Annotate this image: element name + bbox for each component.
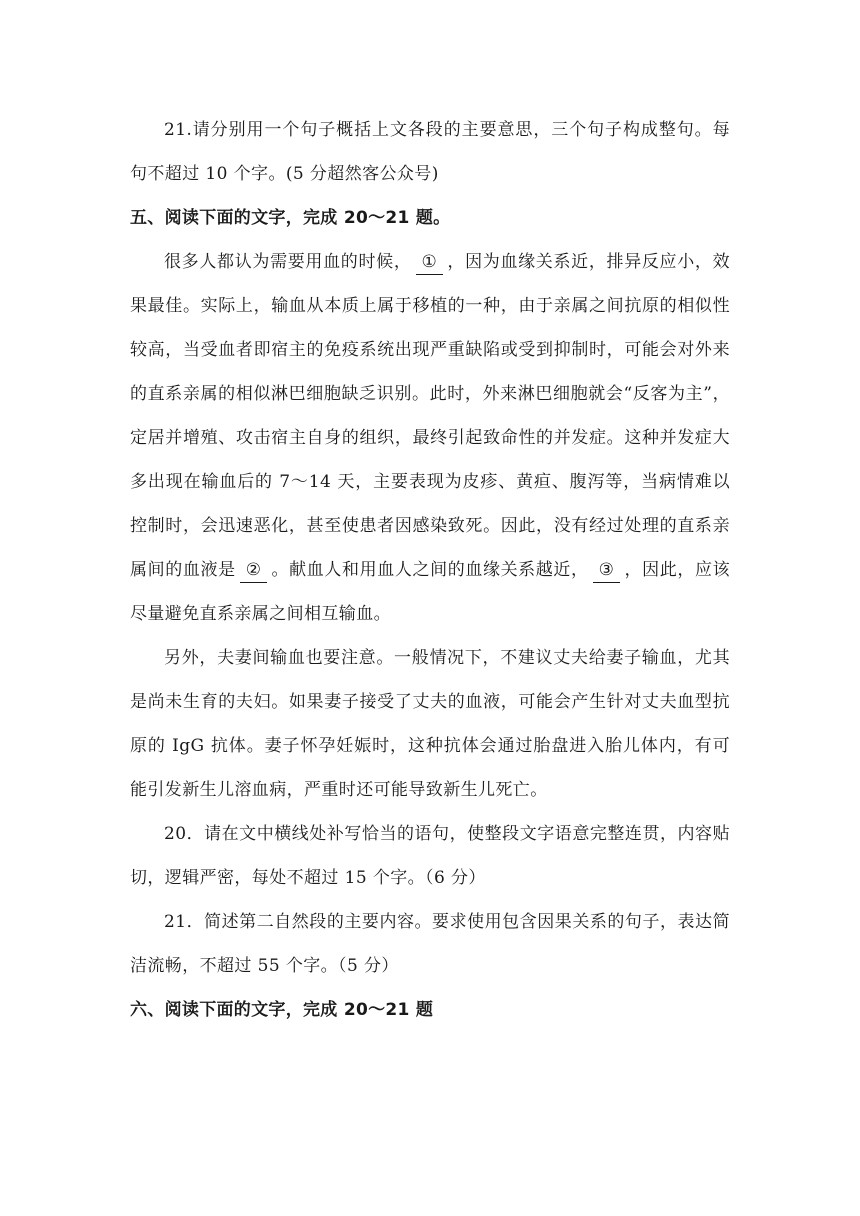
paragraph-1-part-1: 很多人都认为需要用血的时候， — [164, 252, 412, 272]
paragraph-1-part-3: 。献血人和用血人之间的血缘关系越近， — [271, 560, 589, 580]
question-20: 20．请在文中横线处补写恰当的语句，使整段文字语意完整连贯，内容贴切，逻辑严密，每处不超过 15 个字。（6 分） — [130, 824, 730, 888]
blank-1: ① — [416, 250, 444, 275]
section-5-paragraph-2: 另外，夫妻间输血也要注意。一般情况下，不建议丈夫给妻子输血，尤其是尚未生育的夫妇。如果妻子接受了丈夫的血液，可能会产生针对丈夫血型抗原的 IgG 抗体。妻子怀孕妊娠时，这种抗体会通过胎盘进入胎儿体内，有可能引发新生儿溶血病，严重时还可能导致新生儿死亡。 — [130, 648, 730, 800]
section-6-heading: 六、阅读下面的文字，完成 20～21 题 — [130, 1000, 434, 1020]
question-21: 21．简述第二自然段的主要内容。要求使用包含因果关系的句子，表达简洁流畅，不超过 55 个字。（5 分） — [130, 912, 730, 976]
section-5-heading: 五、阅读下面的文字，完成 20～21 题。 — [130, 208, 451, 228]
blank-3: ③ — [593, 558, 621, 583]
section-5-paragraph-1 — [130, 240, 730, 636]
question-21-top: 21.请分别用一个句子概括上文各段的主要意思，三个句子构成整句。每句不超过 10 个字。(5 分超然客公众号) — [130, 120, 730, 184]
paragraph-1-part-4: ，因此，应该尽量避免直系亲属之间相互输血。 — [130, 560, 730, 624]
blank-2: ② — [240, 558, 268, 583]
document-content — [130, 108, 730, 1032]
paragraph-1-part-2: ，因为血缘关系近，排异反应小，效果最佳。实际上，输血从本质上属于移植的一种，由于亲属之间抗原的相似性较高，当受血者即宿主的免疫系统出现严重缺陷或受到抑制时，可能会对外来的直系亲属的相似淋巴细胞缺乏识别。此时，外来淋巴细胞就会“反客为主”，定居并增殖、攻击宿主自身的组织，最终引起致命性的并发症。这种并发症大多出现在输血后的 7～14 天，主要表现为皮疹、黄疸、腹泻等，当病情难以控制时，会迅速恶化，甚至使患者因感染致死。因此，没有经过处理的直系亲属间的血液是 — [130, 252, 730, 580]
